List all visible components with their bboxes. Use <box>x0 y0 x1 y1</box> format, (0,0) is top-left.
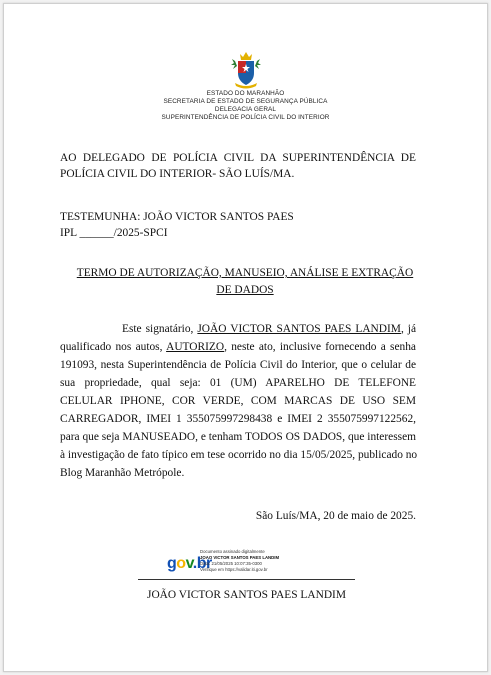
header-superintendencia: SUPERINTENDÊNCIA DE POLÍCIA CIVIL DO INTERIOR <box>161 114 330 121</box>
stamp-date: Data: 21/05/2025 10:07:35-0300 <box>200 561 262 566</box>
stamp-verify-url: Verifique em https://validar.iti.gov.br <box>200 567 268 572</box>
body-line-1 <box>122 322 416 337</box>
ipl-number: IPL ______/2025-SPCI <box>60 227 168 239</box>
autorizo-word: AUTORIZO <box>166 341 225 353</box>
maranhao-coat-of-arms-icon <box>229 51 263 89</box>
header-delegacia: DELEGACIA GERAL <box>214 106 277 113</box>
header-secretariat: SECRETARIA DE ESTADO DE SEGURANÇA PÚBLICA <box>163 98 328 105</box>
body-text: , já <box>400 323 417 335</box>
govbr-logo: gov.br <box>167 555 212 572</box>
addressee-line-2: POLÍCIA CIVIL DO INTERIOR- SÃO LUÍS/MA. <box>60 168 295 180</box>
term-title-line-1: TERMO DE AUTORIZAÇÃO, MANUSEIO, ANÁLISE E EXTRAÇÃO <box>76 267 414 279</box>
signatory-name: JOÃO VICTOR SANTOS PAES LANDIM <box>147 589 346 601</box>
body-line-6: CARREGADOR, IMEI 1 355075997298438 e IMEI 2 355075997122562, <box>60 413 416 425</box>
body-text: qualificado nos autos, <box>60 341 167 353</box>
body-line-5: CELULAR IPHONE, COR VERDE, COM MARCAS DE USO SEM <box>60 395 416 407</box>
addressee-line-1: AO DELEGADO DE POLÍCIA CIVIL DA SUPERINTENDÊNCIA DE <box>60 152 416 164</box>
body-line-8: à investigação de fato típico em tese ocorrido no dia 15/05/2025, publicado no <box>60 449 418 461</box>
header-state: ESTADO DO MARANHÃO <box>206 90 285 97</box>
signatory-name-inline: JOÃO VICTOR SANTOS PAES LANDIM <box>197 323 401 335</box>
body-line-4: sua propriedade, qual seja: 01 (UM) APARELHO DE TELEFONE <box>60 377 416 389</box>
document-page <box>3 3 488 672</box>
signature-line <box>138 579 355 580</box>
stamp-signer: JOAO VICTOR SANTOS PAES LANDIM <box>200 555 280 560</box>
body-text: , neste ato, inclusive fornecendo a senha <box>224 341 416 353</box>
term-title-line-2: DE DADOS <box>216 284 274 296</box>
body-line-3: 191093, nesta Superintendência de Polícia Civil do Interior, que o celular de <box>60 359 416 371</box>
place-date: São Luís/MA, 20 de maio de 2025. <box>255 510 416 522</box>
stamp-line-1: Documento assinado digitalmente <box>200 549 265 554</box>
body-line-7: para que seja MANUSEADO, e tenham TODOS OS DADOS, que interessem <box>60 431 416 443</box>
body-line-2 <box>60 340 416 355</box>
body-text: Este signatário, <box>122 323 198 335</box>
body-line-9: Blog Maranhão Metrópole. <box>60 467 185 479</box>
witness-line: TESTEMUNHA: JOÃO VICTOR SANTOS PAES <box>60 211 294 223</box>
